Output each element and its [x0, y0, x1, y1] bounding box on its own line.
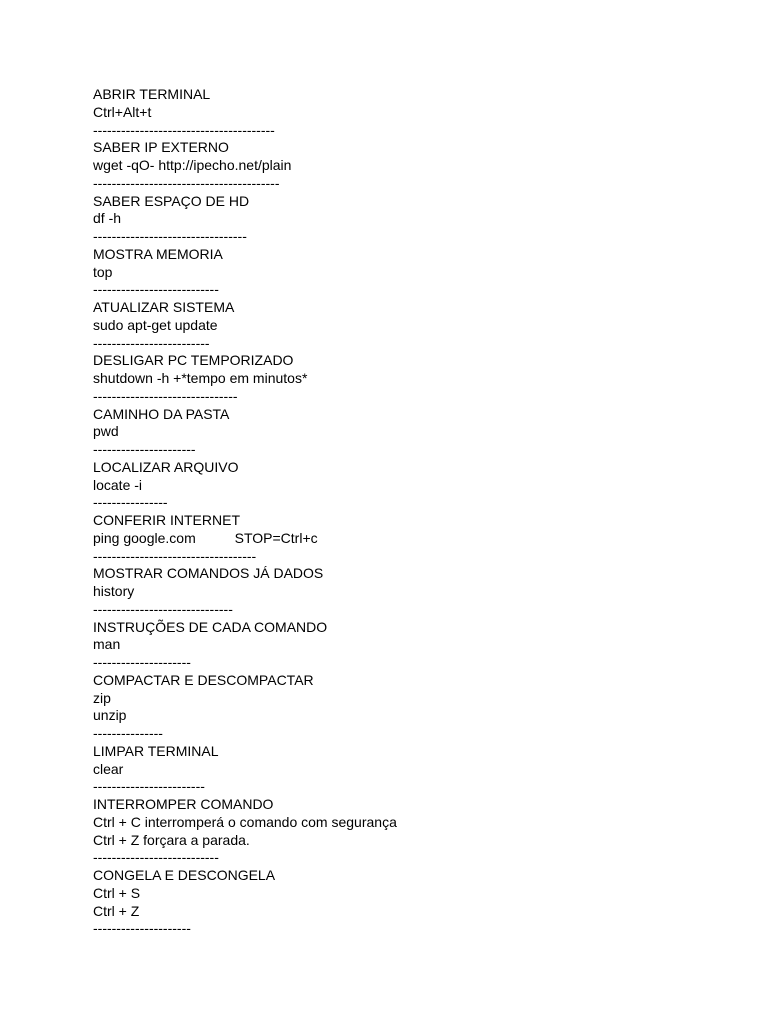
command-section: [93, 139, 733, 192]
section-separator: ---------------: [93, 725, 163, 741]
section-separator: -------------------------: [93, 334, 210, 351]
section-separator: -----------------------------------: [93, 547, 257, 564]
command-line: Ctrl + Z forçara a parada.: [93, 831, 250, 848]
command-line: df -h: [93, 210, 122, 227]
section-title: SABER IP EXTERNO: [93, 139, 229, 156]
command-section: [93, 565, 733, 618]
document-page: [93, 86, 733, 938]
section-separator: ---------------------: [93, 654, 191, 670]
command-section: [93, 459, 733, 512]
section-title: COMPACTAR E DESCOMPACTAR: [93, 671, 314, 688]
section-separator: ---------------------: [93, 920, 191, 937]
command-line: Ctrl + C interromperá o comando com segurança: [93, 813, 397, 830]
command-line: Ctrl+Alt+t: [93, 103, 152, 120]
command-section: [93, 193, 733, 246]
section-title: CAMINHO DA PASTA: [93, 405, 230, 422]
command-line: clear: [93, 760, 124, 777]
section-separator: ----------------: [93, 494, 168, 511]
command-line: shutdown -h +*tempo em minutos*: [93, 370, 308, 386]
command-section: [93, 672, 733, 743]
command-section: [93, 512, 733, 565]
command-section: [93, 796, 733, 867]
section-title: SABER ESPAÇO DE HD: [93, 192, 250, 209]
command-section: [93, 867, 733, 938]
command-section: [93, 352, 733, 405]
command-section: [93, 246, 733, 299]
command-line: history: [93, 583, 135, 599]
section-separator: ---------------------------: [93, 281, 219, 298]
section-separator: ----------------------: [93, 441, 196, 457]
section-title: CONGELA E DESCONGELA: [93, 867, 276, 883]
command-line: man: [93, 636, 121, 653]
section-title: INSTRUÇÕES DE CADA COMANDO: [93, 618, 328, 635]
command-line: Ctrl + Z: [93, 902, 140, 919]
command-line: Ctrl + S: [93, 884, 141, 901]
command-line: unzip: [93, 707, 127, 724]
command-line: zip: [93, 689, 111, 706]
command-line: top: [93, 263, 113, 280]
command-line: wget -qO- http://ipecho.net/plain: [93, 157, 292, 173]
command-line: locate -i: [93, 476, 143, 493]
section-separator: ---------------------------------: [93, 228, 247, 244]
section-title: LOCALIZAR ARQUIVO: [93, 458, 239, 475]
section-title: LIMPAR TERMINAL: [93, 742, 219, 759]
section-title: ATUALIZAR SISTEMA: [93, 299, 235, 315]
section-separator: ---------------------------: [93, 849, 219, 866]
command-line: ping google.com STOP=Ctrl+c: [93, 529, 318, 546]
section-separator: ----------------------------------------: [93, 174, 280, 191]
section-separator: ------------------------: [93, 778, 205, 795]
command-section: [93, 86, 733, 139]
command-line: pwd: [93, 423, 119, 440]
command-section: [93, 299, 733, 352]
section-title: ABRIR TERMINAL: [93, 86, 211, 102]
command-section: [93, 619, 733, 672]
command-line: sudo apt-get update: [93, 316, 218, 333]
section-separator: ------------------------------: [93, 600, 233, 617]
section-title: MOSTRAR COMANDOS JÁ DADOS: [93, 565, 324, 582]
section-title: DESLIGAR PC TEMPORIZADO: [93, 352, 294, 369]
command-section: [93, 743, 733, 796]
section-separator: ---------------------------------------: [93, 121, 275, 138]
command-section: [93, 406, 733, 459]
section-title: INTERROMPER COMANDO: [93, 796, 274, 812]
section-title: MOSTRA MEMORIA: [93, 245, 223, 262]
section-separator: -------------------------------: [93, 387, 238, 404]
section-title: CONFERIR INTERNET: [93, 512, 240, 528]
